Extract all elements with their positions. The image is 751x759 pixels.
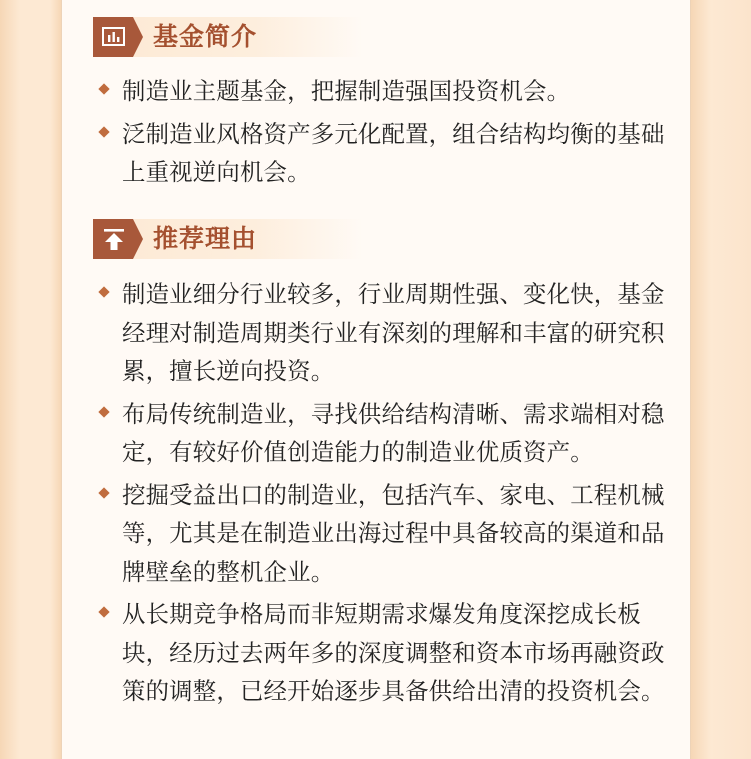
reasons-section-header: [93, 219, 363, 259]
list-item: [95, 275, 670, 391]
list-item-text: 制造业细分行业较多，行业周期性强、变化快，基金经理对制造周期类行业有深刻的理解和丰富的研究积累，擅长逆向投资。: [122, 280, 665, 385]
reasons-list: [95, 275, 670, 711]
right-border-decoration: [691, 0, 751, 759]
intro-section-header: [93, 17, 363, 57]
list-item-text: 从长期竞争格局而非短期需求爆发角度深挖成长板块，经历过去两年多的深度调整和资本市场再融资政策的调整，已经开始逐步具备供给出清的投资机会。: [122, 600, 665, 705]
diamond-bullet-icon: [98, 83, 109, 94]
list-item: [95, 476, 670, 592]
list-item: [95, 595, 670, 711]
diamond-bullet-icon: [98, 606, 109, 617]
list-item-text: 泛制造业风格资产多元化配置，组合结构均衡的基础上重视逆向机会。: [122, 119, 665, 186]
intro-icon-box: [93, 17, 143, 57]
list-item-text: 制造业主题基金，把握制造强国投资机会。: [122, 77, 571, 105]
reasons-icon-box: [93, 219, 143, 259]
upload-arrow-icon: [101, 228, 127, 252]
list-item-text: 布局传统制造业，寻找供给结构清晰、需求端相对稳定，有较好价值创造能力的制造业优质资产。: [122, 399, 665, 466]
list-item: [95, 395, 670, 472]
diamond-bullet-icon: [98, 126, 109, 137]
diamond-bullet-icon: [98, 406, 109, 417]
list-item-text: 挖掘受益出口的制造业，包括汽车、家电、工程机械等，尤其是在制造业出海过程中具备较高的渠道和品牌壁垒的整机企业。: [122, 480, 665, 586]
chart-icon: [101, 26, 127, 48]
diamond-bullet-icon: [98, 286, 109, 297]
diamond-bullet-icon: [98, 487, 109, 498]
intro-title: 基金简介: [153, 22, 258, 51]
intro-list: [95, 72, 670, 192]
list-item: [95, 115, 670, 192]
list-item: [95, 72, 670, 111]
reasons-title: 推荐理由: [153, 224, 258, 253]
